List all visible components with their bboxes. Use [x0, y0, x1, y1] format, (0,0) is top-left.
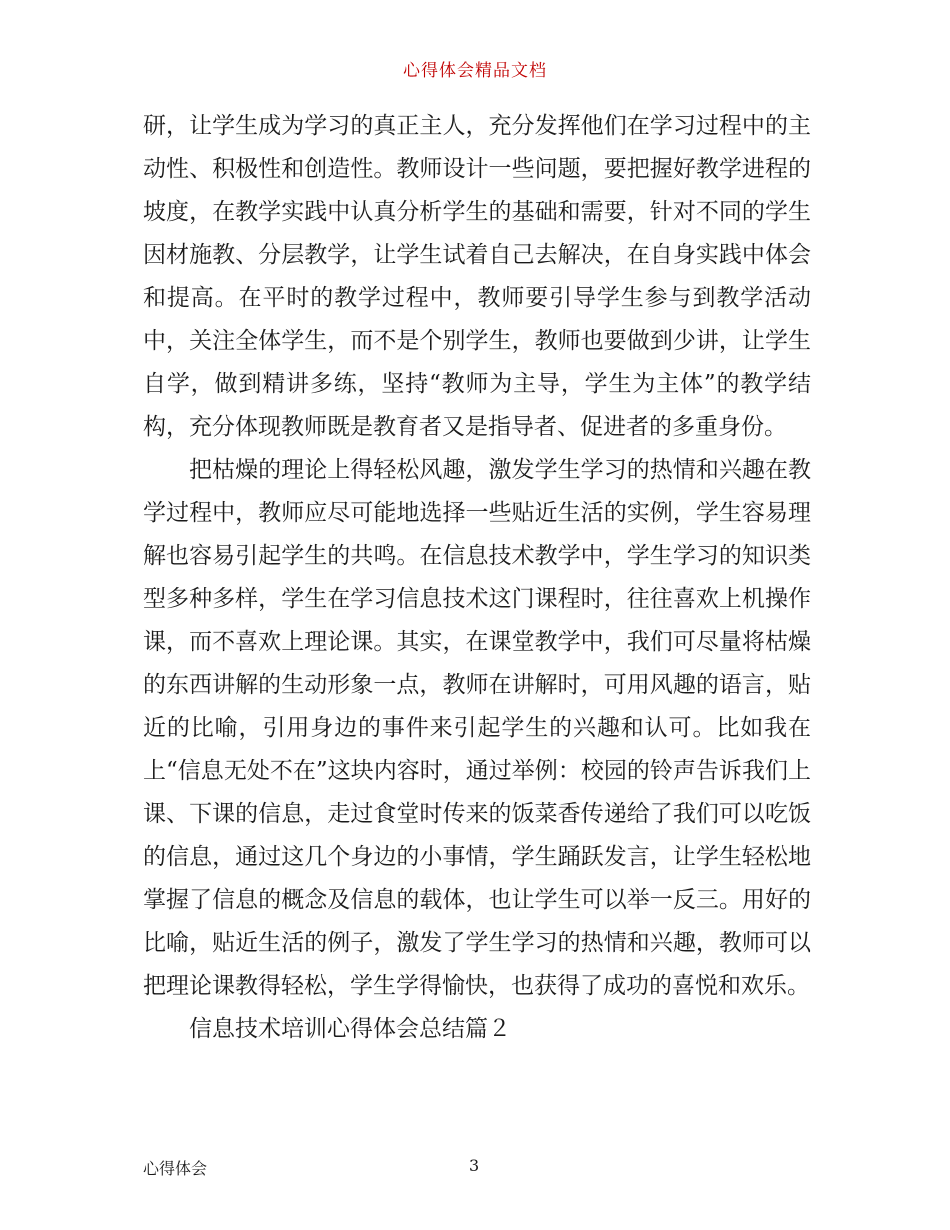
section-heading: 信息技术培训心得体会总结篇２ [189, 1016, 511, 1042]
document-header-title: 心得体会精品文档 [403, 61, 547, 81]
page-number: 3 [469, 1156, 480, 1175]
body-paragraph-1: 研，让学生成为学习的真正主人，充分发挥他们在学习过程中的主动性、积极性和创造性。教师设计一些问题，要把握好教学进程的坡度，在教学实践中认真分析学生的基础和需要，针对不同的学生因材施教、分层教学，让学生试着自己去解决，在自身实践中体会和提高。在平时的教学过程中，教师要引导学生参与到教学活动中，关注全体学生，而不是个别学生，教师也要做到少讲，让学生自学，做到精讲多练，坚持“教师为主导，学生为主体”的教学结构，充分体现教师既是教育者又是指导者、促进者的多重身份。 [143, 113, 811, 440]
footer-label: 心得体会 [143, 1159, 208, 1178]
body-paragraph-2: 把枯燥的理论上得轻松风趣，激发学生学习的热情和兴趣在教学过程中，教师应尽可能地选择一些贴近生活的实例，学生容易理解也容易引起学生的共鸣。在信息技术教学中，学生学习的知识类型多种多样，学生在学习信息技术这门课程时，往往喜欢上机操作课，而不喜欢上理论课。其实，在课堂教学中，我们可尽量将枯燥的东西讲解的生动形象一点，教师在讲解时，可用风趣的语言，贴近的比喻，引用身边的事件来引起学生的兴趣和认可。比如我在上“信息无处不在”这块内容时，通过举例：校园的铃声告诉我们上课、下课的信息，走过食堂时传来的饭菜香传递给了我们可以吃饭的信息，通过这几个身边的小事情，学生踊跃发言，让学生轻松地掌握了信息的概念及信息的载体，也让学生可以举一反三。用好的比喻，贴近生活的例子，激发了学生学习的热情和兴趣，教师可以把理论课教得轻松，学生学得愉快，也获得了成功的喜悦和欢乐。 [143, 457, 811, 999]
document-body [143, 105, 811, 1051]
